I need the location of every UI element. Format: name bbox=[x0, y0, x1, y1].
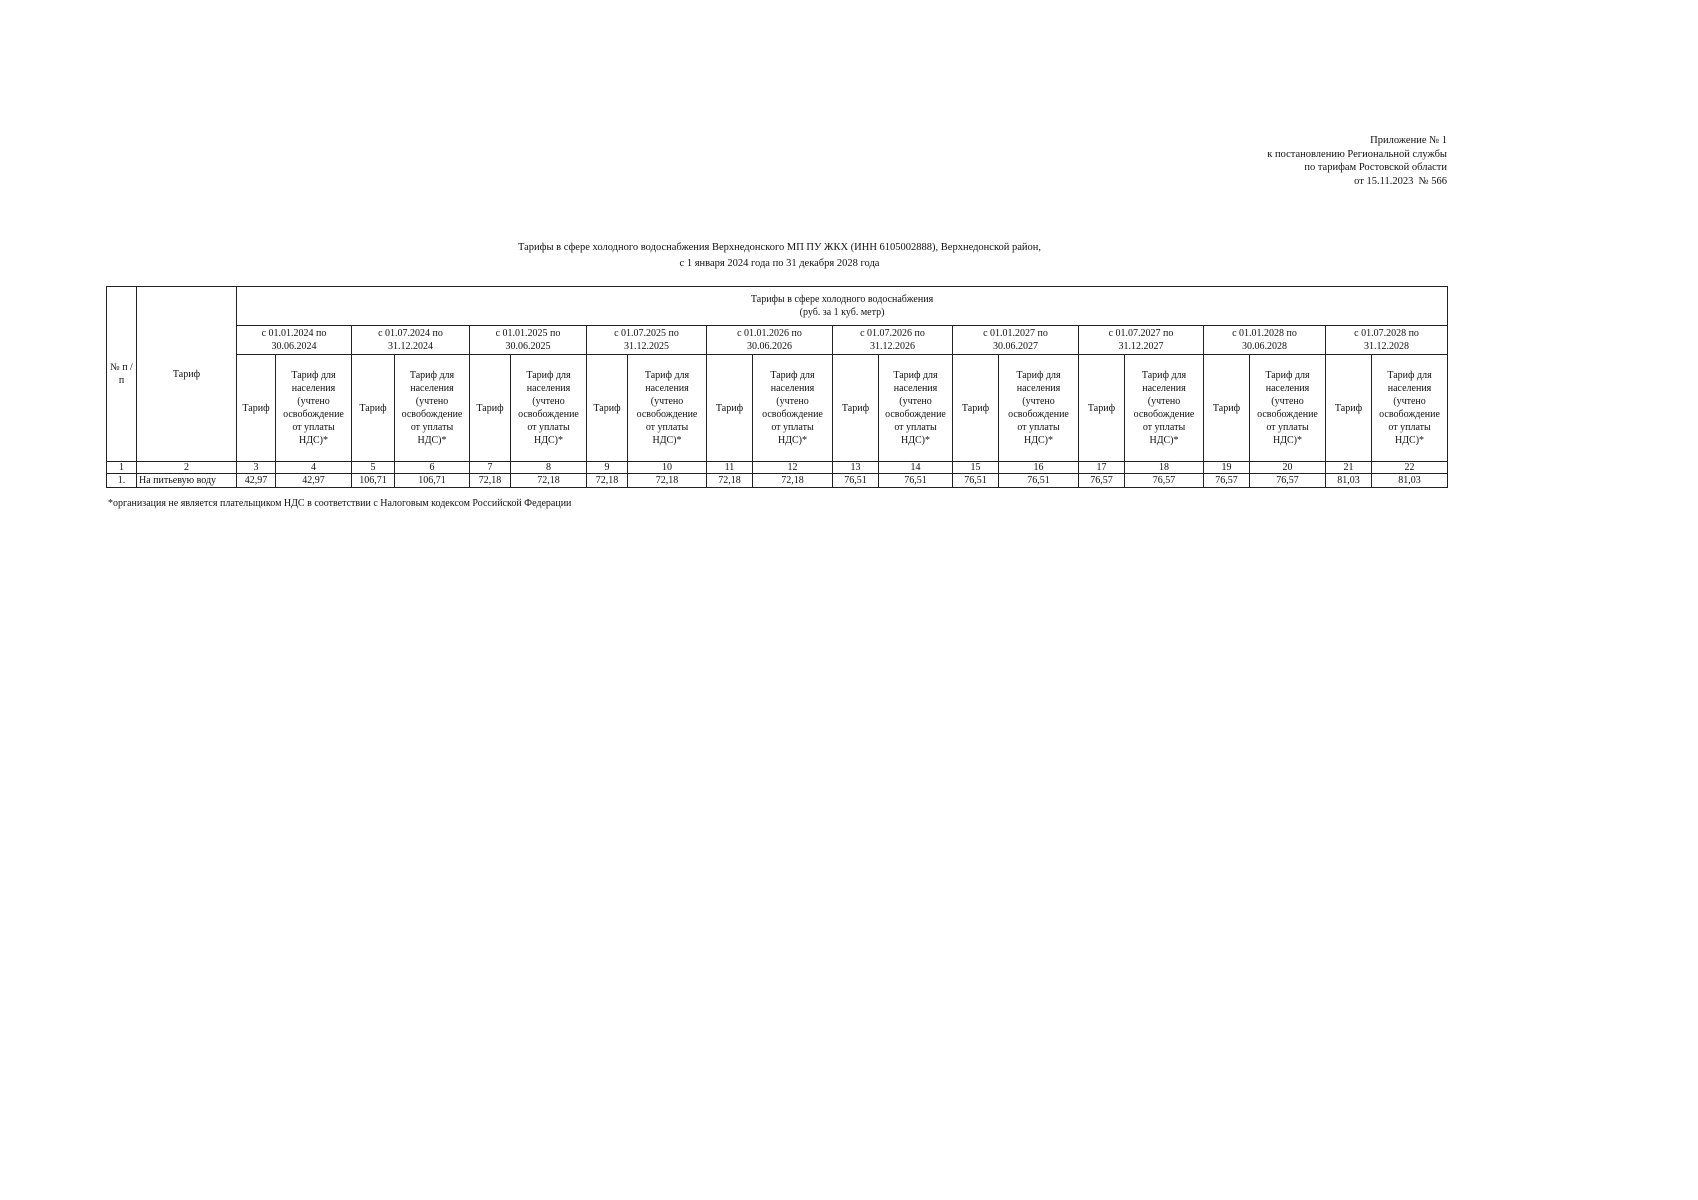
row-name-cell: На питьевую воду bbox=[137, 474, 237, 488]
column-number: 5 bbox=[352, 462, 395, 474]
population-tariff-subheader-line: Тариф для bbox=[526, 370, 571, 381]
population-tariff-value-cell: 76,51 bbox=[999, 474, 1079, 488]
population-tariff-subheader-line: Тариф для bbox=[409, 370, 455, 381]
tariff-subheader bbox=[470, 355, 511, 462]
row-number-cell: 1. bbox=[107, 474, 137, 488]
population-tariff-subheader-line: от уплаты bbox=[894, 422, 937, 433]
column-number: 15 bbox=[953, 462, 999, 474]
column-number: 22 bbox=[1372, 462, 1448, 474]
population-tariff-subheader-line: Тариф для bbox=[644, 370, 690, 381]
population-tariff-subheader-line: от уплаты bbox=[1266, 422, 1309, 433]
appendix-line: Приложение № 1 bbox=[1370, 135, 1447, 146]
period-header bbox=[470, 326, 587, 355]
population-tariff-value-cell: 72,18 bbox=[511, 474, 587, 488]
period-header bbox=[237, 326, 352, 355]
appendix-line: к постановлению Региональной службы bbox=[1267, 148, 1447, 160]
tariff-subheader bbox=[587, 355, 628, 462]
population-tariff-subheader-line: от уплаты bbox=[1388, 422, 1431, 433]
population-tariff-subheader-line: Тариф для bbox=[893, 370, 938, 381]
population-tariff-subheader-line: освобождение bbox=[636, 409, 698, 420]
name-header bbox=[137, 287, 237, 462]
appendix-line: от 15.11.2023 № 566 bbox=[1354, 175, 1447, 187]
population-tariff-value-cell: 76,51 bbox=[879, 474, 953, 488]
column-number: 3 bbox=[237, 462, 276, 474]
tariff-subheader bbox=[237, 355, 276, 462]
period-header-line2: 30.06.2028 bbox=[1242, 341, 1287, 352]
tariff-value-cell: 81,03 bbox=[1326, 474, 1372, 488]
period-header-line1: с 01.01.2028 по bbox=[1232, 328, 1297, 339]
period-header bbox=[833, 326, 953, 355]
appendix-header bbox=[1267, 134, 1447, 188]
column-number: 21 bbox=[1326, 462, 1372, 474]
population-tariff-subheader-line: (учтено bbox=[532, 396, 565, 407]
population-tariff-subheader-line: населения bbox=[645, 383, 689, 394]
column-number: 19 bbox=[1204, 462, 1250, 474]
column-number: 13 bbox=[833, 462, 879, 474]
population-tariff-subheader-line: освобождение bbox=[1379, 409, 1440, 420]
period-header-line1: с 01.01.2025 по bbox=[495, 328, 561, 339]
period-header-line2: 31.12.2025 bbox=[624, 341, 669, 352]
population-tariff-value-cell: 42,97 bbox=[276, 474, 352, 488]
tariff-subheader-label: Тариф bbox=[476, 402, 504, 414]
num-header-label: № п /п bbox=[110, 362, 133, 386]
tariff-value-cell: 106,71 bbox=[352, 474, 395, 488]
document-title-line: Тарифы в сфере холодного водоснабжения Верхнедонского МП ПУ ЖКХ (ИНН 6105002888), Верхнедонской район, bbox=[517, 242, 1042, 253]
population-tariff-subheader-line: населения bbox=[526, 383, 571, 394]
period-header bbox=[953, 326, 1079, 355]
tariff-subheader-label: Тариф bbox=[1334, 402, 1363, 414]
period-header bbox=[587, 326, 707, 355]
period-header-line1: с 01.07.2024 по bbox=[378, 328, 443, 339]
population-tariff-subheader-line: Тариф для bbox=[770, 370, 815, 381]
population-tariff-subheader-line: Тариф для bbox=[1016, 370, 1061, 381]
tariff-value-cell: 76,51 bbox=[953, 474, 999, 488]
period-header-line1: с 01.07.2027 по bbox=[1108, 328, 1174, 339]
period-header-line2: 31.12.2024 bbox=[388, 341, 433, 352]
column-number: 12 bbox=[753, 462, 833, 474]
population-tariff-subheader-line: НДС)* bbox=[777, 435, 808, 446]
population-tariff-value-cell: 76,57 bbox=[1125, 474, 1204, 488]
group-header-unit: (руб. за 1 куб. метр) bbox=[799, 307, 885, 318]
name-header-label: Тариф bbox=[172, 368, 201, 380]
population-tariff-subheader-line: (учтено bbox=[776, 396, 809, 407]
tariff-subheader-label: Тариф bbox=[961, 402, 990, 414]
group-header bbox=[237, 287, 1448, 326]
appendix-line: по тарифам Ростовской области bbox=[1304, 162, 1447, 174]
period-header-line1: с 01.01.2026 по bbox=[737, 328, 802, 339]
period-header-line2: 31.12.2028 bbox=[1364, 341, 1410, 352]
population-tariff-subheader-line: от уплаты bbox=[410, 422, 454, 433]
tariff-subheader-label: Тариф bbox=[242, 402, 270, 414]
column-number: 17 bbox=[1079, 462, 1125, 474]
tariff-subheader bbox=[707, 355, 753, 462]
population-tariff-subheader-line: (учтено bbox=[1147, 396, 1181, 407]
population-tariff-subheader-line: (учтено bbox=[1022, 396, 1055, 407]
population-tariff-subheader bbox=[999, 355, 1079, 462]
population-tariff-subheader-line: населения bbox=[893, 383, 938, 394]
population-tariff-subheader-line: от уплаты bbox=[1142, 422, 1186, 433]
column-number: 18 bbox=[1125, 462, 1204, 474]
population-tariff-subheader-line: (учтено bbox=[415, 396, 449, 407]
tariff-value-cell: 76,57 bbox=[1204, 474, 1250, 488]
period-header-line2: 31.12.2026 bbox=[870, 341, 915, 352]
num-header bbox=[107, 287, 137, 462]
population-tariff-subheader-line: освобождение bbox=[762, 409, 823, 420]
population-tariff-subheader-line: Тариф для bbox=[1141, 370, 1187, 381]
tariff-subheader bbox=[953, 355, 999, 462]
tariff-subheader-label: Тариф bbox=[841, 402, 870, 414]
population-tariff-subheader-line: Тариф для bbox=[1387, 370, 1432, 381]
population-tariff-subheader-line: НДС)* bbox=[900, 435, 931, 446]
column-number: 2 bbox=[137, 462, 237, 474]
tariff-subheader bbox=[1204, 355, 1250, 462]
period-header bbox=[1079, 326, 1204, 355]
population-tariff-subheader bbox=[511, 355, 587, 462]
population-tariff-subheader-line: освобождение bbox=[283, 409, 344, 420]
population-tariff-subheader-line: освобождение bbox=[518, 409, 579, 420]
tariff-value-cell: 72,18 bbox=[587, 474, 628, 488]
period-header-line1: с 01.07.2025 по bbox=[614, 328, 679, 339]
tariff-value-cell: 72,18 bbox=[707, 474, 753, 488]
population-tariff-subheader-line: Тариф для bbox=[291, 370, 336, 381]
column-number: 9 bbox=[587, 462, 628, 474]
footnote: *организация не является плательщиком НДС в соответствии с Налоговым кодексом Российской Федерации bbox=[108, 498, 572, 509]
period-header-line1: с 01.01.2027 по bbox=[983, 328, 1048, 339]
tariff-value-cell: 76,57 bbox=[1079, 474, 1125, 488]
population-tariff-subheader-line: освобождение bbox=[885, 409, 946, 420]
tariff-table bbox=[106, 286, 1448, 488]
population-tariff-subheader-line: населения bbox=[410, 383, 454, 394]
population-tariff-subheader-line: населения bbox=[1016, 383, 1061, 394]
population-tariff-subheader-line: НДС)* bbox=[417, 435, 447, 446]
population-tariff-subheader-line: от уплаты bbox=[771, 422, 814, 433]
population-tariff-subheader bbox=[1250, 355, 1326, 462]
population-tariff-subheader-line: НДС)* bbox=[1023, 435, 1054, 446]
column-number: 7 bbox=[470, 462, 511, 474]
column-number: 20 bbox=[1250, 462, 1326, 474]
population-tariff-value-cell: 76,57 bbox=[1250, 474, 1326, 488]
tariff-subheader-label: Тариф bbox=[1087, 402, 1116, 414]
population-tariff-subheader bbox=[753, 355, 833, 462]
population-tariff-subheader-line: от уплаты bbox=[527, 422, 570, 433]
population-tariff-subheader-line: (учтено bbox=[1271, 396, 1304, 407]
population-tariff-subheader-line: от уплаты bbox=[1017, 422, 1060, 433]
population-tariff-subheader bbox=[395, 355, 470, 462]
table-row bbox=[107, 474, 1448, 488]
population-tariff-subheader-line: освобождение bbox=[1008, 409, 1069, 420]
tariff-subheader bbox=[1326, 355, 1372, 462]
column-number: 6 bbox=[395, 462, 470, 474]
population-tariff-subheader-line: от уплаты bbox=[292, 422, 335, 433]
tariff-value-cell: 76,51 bbox=[833, 474, 879, 488]
population-tariff-subheader-line: Тариф для bbox=[1265, 370, 1310, 381]
period-header-line2: 31.12.2027 bbox=[1118, 341, 1164, 352]
tariff-subheader-label: Тариф bbox=[593, 402, 621, 414]
document-title-line: с 1 января 2024 года по 31 декабря 2028 года bbox=[679, 258, 880, 269]
period-header bbox=[707, 326, 833, 355]
population-tariff-value-cell: 81,03 bbox=[1372, 474, 1448, 488]
period-header bbox=[1326, 326, 1448, 355]
population-tariff-value-cell: 72,18 bbox=[753, 474, 833, 488]
population-tariff-subheader bbox=[879, 355, 953, 462]
period-header-line1: с 01.07.2028 по bbox=[1354, 328, 1419, 339]
population-tariff-subheader-line: населения bbox=[770, 383, 815, 394]
tariff-subheader-label: Тариф bbox=[715, 402, 744, 414]
population-tariff-subheader-line: (учтено bbox=[899, 396, 932, 407]
period-header-line2: 30.06.2027 bbox=[993, 341, 1038, 352]
column-number: 1 bbox=[107, 462, 137, 474]
population-tariff-subheader-line: освобождение bbox=[1257, 409, 1318, 420]
population-tariff-subheader bbox=[276, 355, 352, 462]
population-tariff-subheader-line: НДС)* bbox=[298, 435, 329, 446]
population-tariff-subheader-line: от уплаты bbox=[645, 422, 689, 433]
tariff-subheader-label: Тариф bbox=[359, 402, 387, 414]
tariff-subheader bbox=[352, 355, 395, 462]
population-tariff-subheader-line: освобождение bbox=[1133, 409, 1195, 420]
column-number: 10 bbox=[628, 462, 707, 474]
period-header-line2: 30.06.2024 bbox=[271, 341, 317, 352]
period-header bbox=[352, 326, 470, 355]
population-tariff-subheader bbox=[1125, 355, 1204, 462]
population-tariff-subheader-line: НДС)* bbox=[533, 435, 564, 446]
population-tariff-subheader-line: населения bbox=[1142, 383, 1186, 394]
population-tariff-subheader-line: (учтено bbox=[650, 396, 684, 407]
population-tariff-value-cell: 72,18 bbox=[628, 474, 707, 488]
population-tariff-subheader-line: населения bbox=[291, 383, 336, 394]
column-number: 11 bbox=[707, 462, 753, 474]
population-tariff-subheader-line: НДС)* bbox=[1272, 435, 1303, 446]
tariff-subheader bbox=[833, 355, 879, 462]
document-title bbox=[0, 240, 1559, 272]
period-header bbox=[1204, 326, 1326, 355]
population-tariff-subheader bbox=[1372, 355, 1448, 462]
column-number: 8 bbox=[511, 462, 587, 474]
column-number: 4 bbox=[276, 462, 352, 474]
tariff-subheader bbox=[1079, 355, 1125, 462]
population-tariff-subheader-line: освобождение bbox=[401, 409, 463, 420]
period-header-line1: с 01.07.2026 по bbox=[860, 328, 925, 339]
period-header-line2: 30.06.2025 bbox=[505, 341, 551, 352]
population-tariff-subheader-line: (учтено bbox=[297, 396, 330, 407]
tariff-value-cell: 72,18 bbox=[470, 474, 511, 488]
tariff-subheader-label: Тариф bbox=[1212, 402, 1241, 414]
population-tariff-subheader-line: НДС)* bbox=[652, 435, 682, 446]
population-tariff-subheader-line: населения bbox=[1387, 383, 1432, 394]
population-tariff-subheader-line: НДС)* bbox=[1149, 435, 1179, 446]
population-tariff-subheader-line: (учтено bbox=[1393, 396, 1426, 407]
column-number: 14 bbox=[879, 462, 953, 474]
population-tariff-subheader bbox=[628, 355, 707, 462]
group-header-title: Тарифы в сфере холодного водоснабжения bbox=[750, 294, 934, 305]
tariff-value-cell: 42,97 bbox=[237, 474, 276, 488]
period-header-line1: с 01.01.2024 по bbox=[261, 328, 327, 339]
population-tariff-subheader-line: населения bbox=[1265, 383, 1310, 394]
population-tariff-value-cell: 106,71 bbox=[395, 474, 470, 488]
population-tariff-subheader-line: НДС)* bbox=[1395, 435, 1425, 446]
period-header-line2: 30.06.2026 bbox=[747, 341, 792, 352]
column-number: 16 bbox=[999, 462, 1079, 474]
